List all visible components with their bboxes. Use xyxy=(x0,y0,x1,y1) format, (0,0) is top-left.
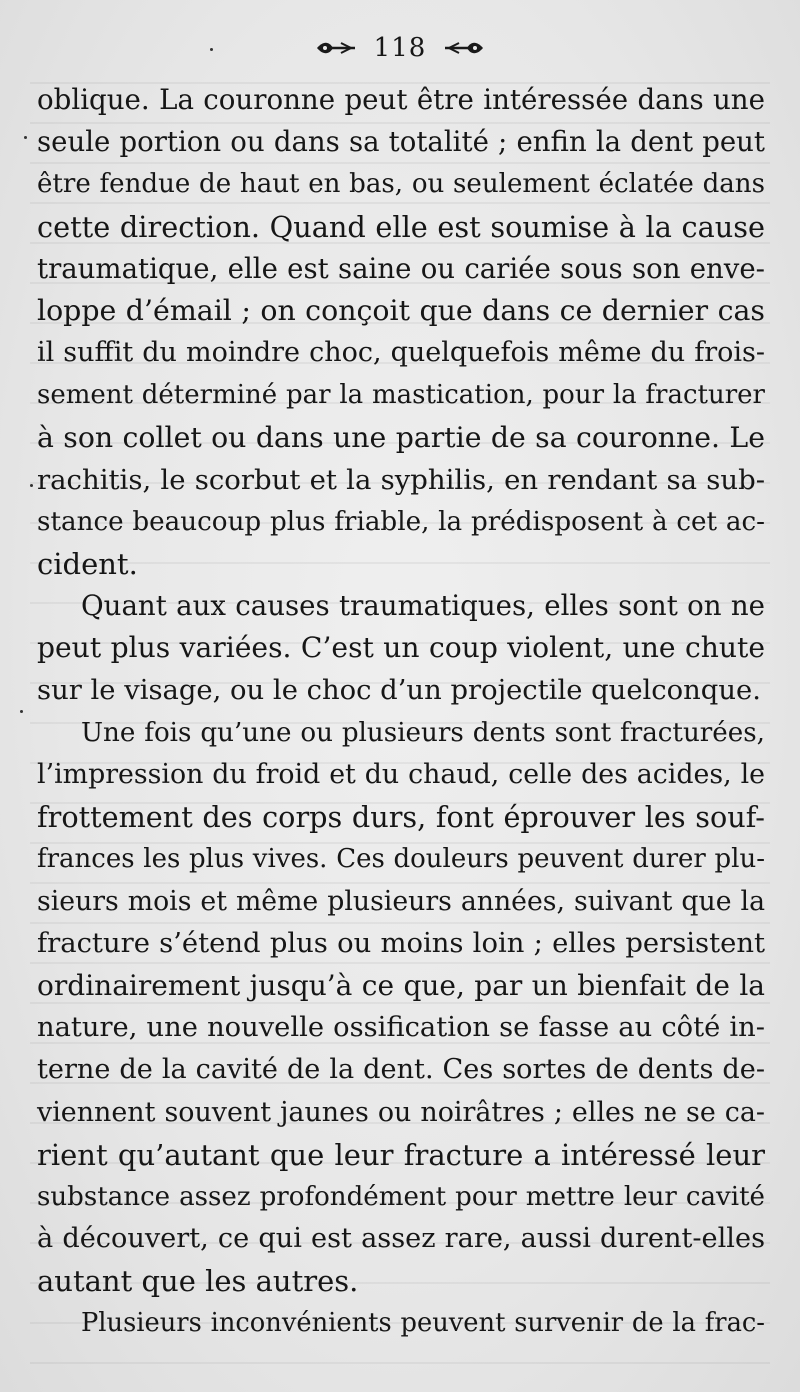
text-line: Quant aux causes traumatiques, elles sont on ne xyxy=(81,589,765,623)
paper-speck xyxy=(30,484,33,487)
text-line: loppe d’émail ; on conçoit que dans ce dernier cas xyxy=(37,293,765,327)
text-line: nature, une nouvelle ossification se fasse au côté in- xyxy=(37,1012,765,1044)
text-line: peut plus variées. C’est un coup violent, une chute xyxy=(37,631,765,665)
text-line: fracture s’étend plus ou moins loin ; elles persistent xyxy=(37,927,765,959)
text-line: sieurs mois et même plusieurs années, suivant que la xyxy=(37,885,765,917)
text-line: rient qu’autant que leur fracture a intéressé leur xyxy=(37,1137,765,1172)
text-line: il suffit du moindre choc, quelquefois même du frois- xyxy=(37,337,765,369)
text-line: cident. xyxy=(37,547,138,582)
text-line: l’impression du froid et du chaud, celle des acides, le xyxy=(37,759,765,790)
text-line: à découvert, ce qui est assez rare, aussi durent-elles xyxy=(37,1223,765,1255)
page-number: 118 xyxy=(373,33,427,63)
text-line: traumatique, elle est saine ou cariée sous son enve- xyxy=(37,251,765,285)
text-line: seule portion ou dans sa totalité ; enfin la dent peut xyxy=(37,125,765,159)
text-line: Une fois qu’une ou plusieurs dents sont fracturées, xyxy=(81,717,765,748)
text-line: cette direction. Quand elle est soumise à la cause xyxy=(37,209,765,244)
text-line: frottement des corps durs, font éprouver les souf- xyxy=(37,800,765,835)
text-line: être fendue de haut en bas, ou seulement éclatée dans xyxy=(37,169,765,200)
body-text xyxy=(37,79,765,1345)
running-header xyxy=(0,30,800,65)
text-line: à son collet ou dans une partie de sa couronne. Le xyxy=(37,420,765,454)
paper-speck xyxy=(24,136,27,139)
text-line: substance assez profondément pour mettre leur cavité xyxy=(37,1181,765,1212)
paper-speck xyxy=(20,710,23,713)
text-line: autant que les autres. xyxy=(37,1264,359,1299)
text-line: sur le visage, ou le choc d’un projectile quelconque. xyxy=(37,674,761,706)
paper-speck xyxy=(210,48,213,51)
left-fleuron-ornament-icon xyxy=(315,40,357,56)
text-line: rachitis, le scorbut et la syphilis, en rendant sa sub- xyxy=(37,463,765,496)
text-line: Plusieurs inconvénients peuvent survenir de la frac- xyxy=(81,1308,765,1339)
text-line: viennent souvent jaunes ou noirâtres ; elles ne se ca- xyxy=(37,1096,765,1128)
text-line: stance beaucoup plus friable, la prédisposent à cet ac- xyxy=(37,506,765,537)
text-line: terne de la cavité de la dent. Ces sortes de dents de- xyxy=(37,1054,765,1086)
text-line: sement déterminé par la mastication, pour la fracturer xyxy=(37,380,765,411)
text-line: frances les plus vives. Ces douleurs peuvent durer plu- xyxy=(37,844,765,875)
text-line: oblique. La couronne peut être intéressée dans une xyxy=(37,83,765,116)
right-fleuron-ornament-icon xyxy=(443,40,485,56)
text-line: ordinairement jusqu’à ce que, par un bienfait de la xyxy=(37,968,765,1002)
